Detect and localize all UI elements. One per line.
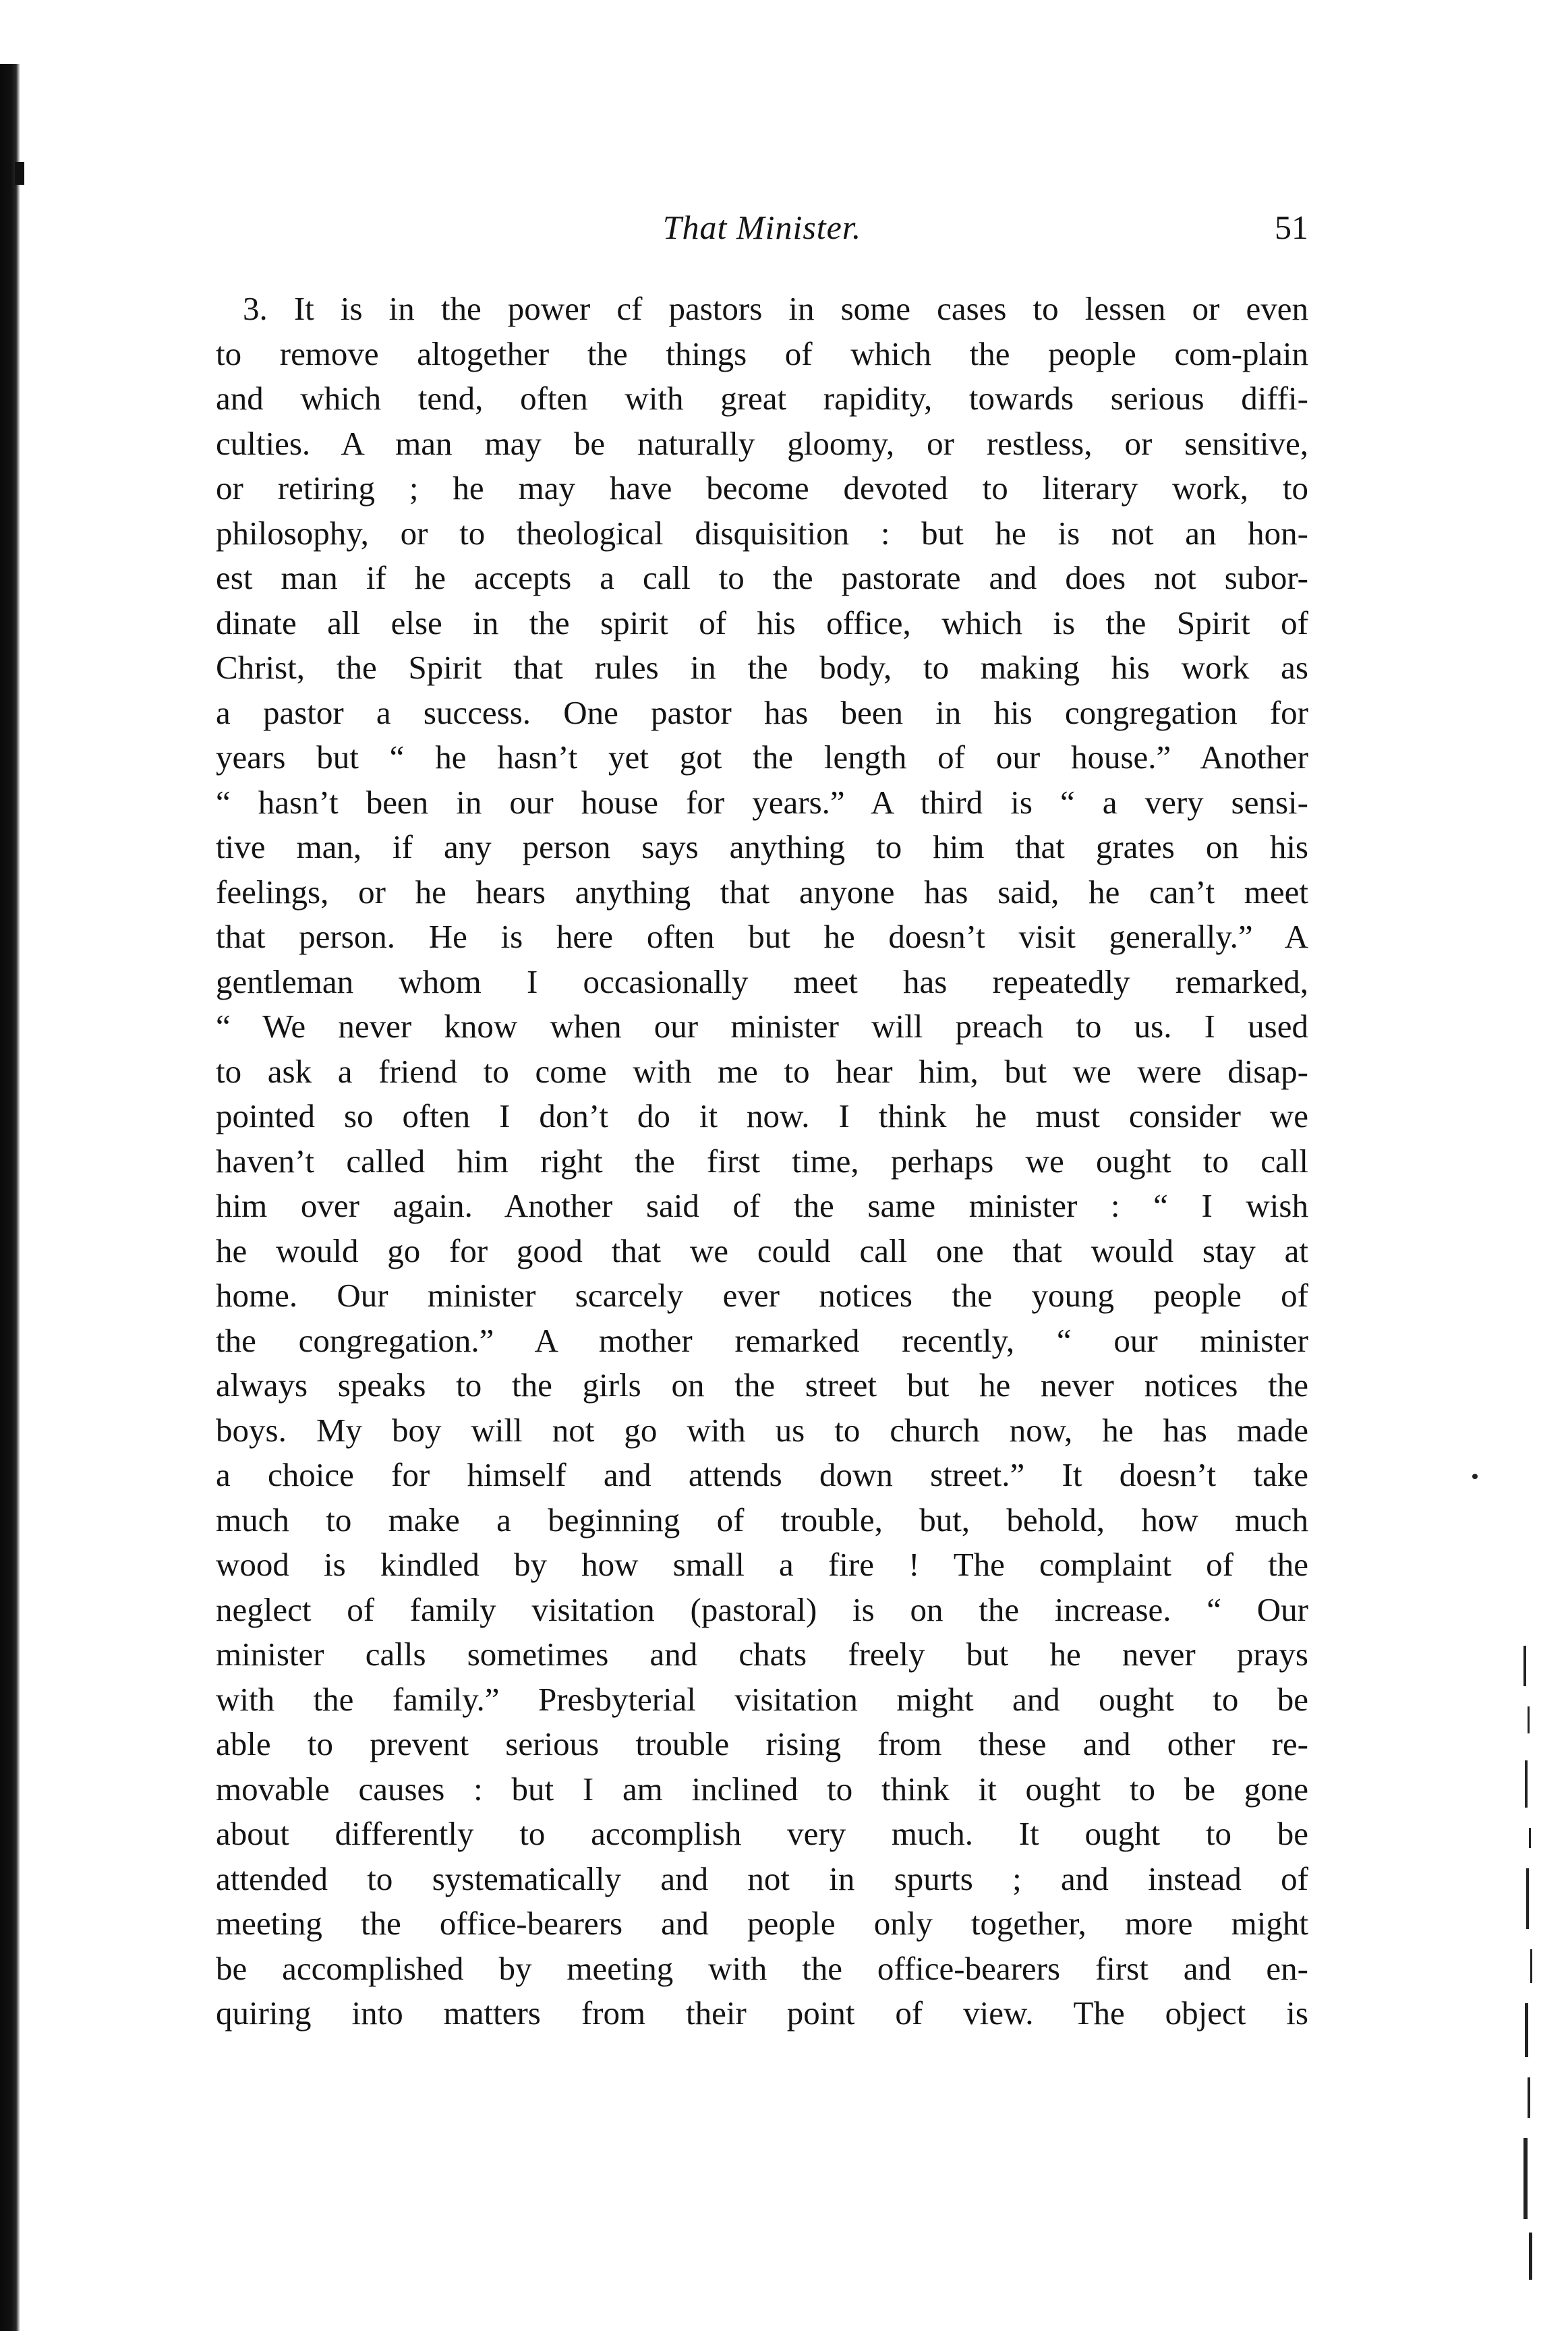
text-line: wood is kindled by how small a fire ! The complaint of the: [216, 1546, 1308, 1583]
text-line: a pastor a success. One pastor has been in his congregation for: [216, 693, 1308, 731]
text-line: home. Our minister scarcely ever notices the young people of: [216, 1277, 1308, 1314]
text-line: the congregation.” A mother remarked recently, “ our minister: [216, 1321, 1308, 1359]
text-line: 3. It is in the power cf pastors in some cases to lessen or even: [243, 290, 1308, 327]
text-line: that person. He is here often but he doesn’t visit generally.” A: [216, 918, 1308, 955]
text-line: tive man, if any person says anything to him that grates on his: [216, 828, 1308, 865]
running-title: That Minister.: [662, 208, 862, 246]
text-line: pointed so often I don’t do it now. I think he must consider we: [216, 1097, 1308, 1134]
scan-spine-mark: [15, 162, 24, 185]
text-line: be accomplished by meeting with the office-bearers first and en-: [216, 1949, 1308, 1987]
scan-speck: [1472, 1474, 1478, 1479]
text-line: boys. My boy will not go with us to church now, he has made: [216, 1411, 1308, 1449]
scan-spine-edge: [0, 64, 20, 2331]
body-text: [216, 287, 1308, 2036]
text-line: feelings, or he hears anything that anyone has said, he can’t meet: [216, 873, 1308, 911]
text-line: about differently to accomplish very much. It ought to be: [216, 1815, 1308, 1852]
text-line: movable causes : but I am inclined to think it ought to be gone: [216, 1770, 1308, 1808]
text-line: haven’t called him right the first time, perhaps we ought to call: [216, 1142, 1308, 1180]
text-line: minister calls sometimes and chats freely but he never prays: [216, 1636, 1308, 1673]
text-line: quiring into matters from their point of view. The object is: [216, 1994, 1308, 2032]
text-line: always speaks to the girls on the street but he never notices the: [216, 1366, 1308, 1404]
text-line: “ hasn’t been in our house for years.” A third is “ a very sensi-: [216, 783, 1308, 821]
text-line: “ We never know when our minister will preach to us. I used: [216, 1008, 1308, 1045]
text-line: he would go for good that we could call one that would stay at: [216, 1232, 1308, 1269]
text-line: Christ, the Spirit that rules in the body, to making his work as: [216, 649, 1308, 686]
text-line: and which tend, often with great rapidity, towards serious diffi-: [216, 380, 1308, 417]
text-line: est man if he accepts a call to the pastorate and does not subor-: [216, 559, 1308, 596]
text-line: gentleman whom I occasionally meet has repeatedly remarked,: [216, 962, 1308, 1000]
text-line: to ask a friend to come with me to hear him, but we were disap-: [216, 1052, 1308, 1090]
text-line: him over again. Another said of the same minister : “ I wish: [216, 1187, 1308, 1224]
text-line: culties. A man may be naturally gloomy, or restless, or sensitive,: [216, 424, 1308, 462]
running-head: [216, 208, 1308, 262]
text-line: with the family.” Presbyterial visitation might and ought to be: [216, 1680, 1308, 1718]
text-line: able to prevent serious trouble rising from these and other re-: [216, 1725, 1308, 1762]
text-line: a choice for himself and attends down street.” It doesn’t take: [216, 1456, 1308, 1493]
text-line: neglect of family visitation (pastoral) is on the increase. “ Our: [216, 1590, 1308, 1628]
text-line: philosophy, or to theological disquisition : but he is not an hon-: [216, 514, 1308, 552]
text-line: much to make a beginning of trouble, but, behold, how much: [216, 1501, 1308, 1538]
text-line: meeting the office-bearers and people only together, more might: [216, 1905, 1308, 1942]
text-line: years but “ he hasn’t yet got the length of our house.” Another: [216, 739, 1308, 776]
text-line: dinate all else in the spirit of his office, which is the Spirit of: [216, 604, 1308, 641]
scan-margin-marks: [1521, 1646, 1548, 2286]
page-number: 51: [1275, 208, 1308, 246]
text-line: attended to systematically and not in spurts ; and instead of: [216, 1860, 1308, 1897]
text-line: to remove altogether the things of which the people com-plain: [216, 335, 1308, 372]
text-line: or retiring ; he may have become devoted to literary work, to: [216, 469, 1308, 507]
